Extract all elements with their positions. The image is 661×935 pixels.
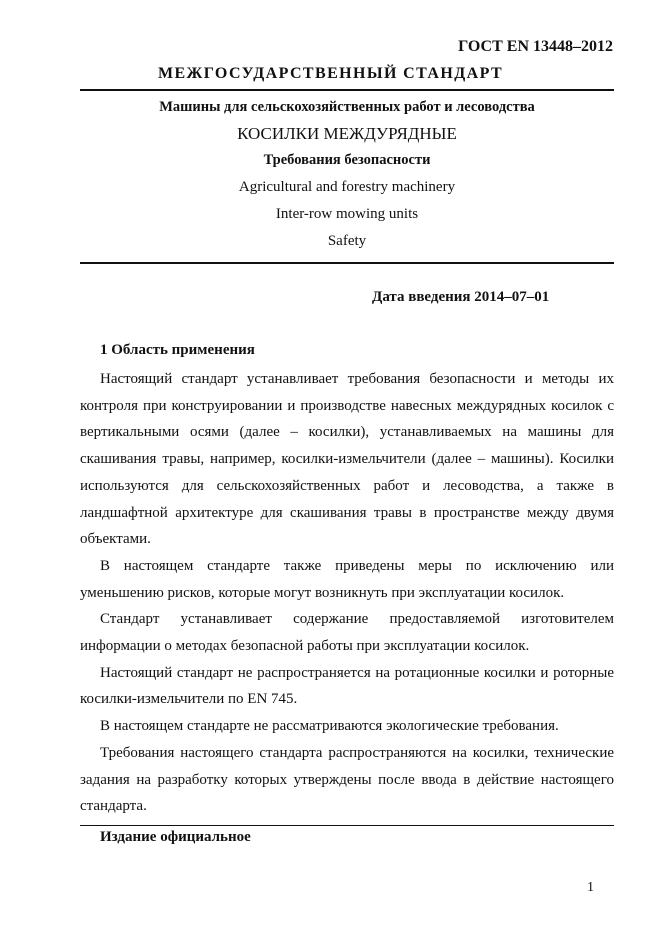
interstate-standard-heading: МЕЖГОСУДАРСТВЕННЫЙ СТАНДАРТ xyxy=(157,65,504,82)
document-code: ГОСТ EN 13448–2012 xyxy=(458,38,613,55)
title-name-en: Inter-row mowing units xyxy=(275,206,419,222)
paragraph: Требования настоящего стандарта распространяются на косилки, технические задания на разработку которых утверждены после ввода в действие настоящего стандарта. xyxy=(80,744,614,815)
paragraph: Стандарт устанавливает содержание предоставляемой изготовителем информации о методах безопасной работы при эксплуатации косилок. xyxy=(80,611,614,655)
paragraph: В настоящем стандарте не рассматриваются экологические требования. xyxy=(100,718,559,735)
section-body xyxy=(80,366,614,820)
paragraph: Настоящий стандарт не распространяется на ротационные косилки и роторные косилки-измельчители по EN 745. xyxy=(80,664,614,708)
official-edition-label: Издание официальное xyxy=(100,829,251,845)
title-subtitle-ru: Требования безопасности xyxy=(263,152,431,168)
title-divider xyxy=(80,262,614,264)
footer-divider xyxy=(80,825,614,826)
effective-date: Дата введения 2014–07–01 xyxy=(372,289,550,305)
header-divider xyxy=(80,89,614,91)
page-number: 1 xyxy=(587,880,594,895)
paragraph: В настоящем стандарте также приведены меры по исключению или уменьшению рисков, которые могут возникнуть при эксплуатации косилок. xyxy=(80,557,614,601)
title-name-ru: КОСИЛКИ МЕЖДУРЯДНЫЕ xyxy=(237,124,457,143)
title-subtitle-en: Safety xyxy=(327,233,367,249)
paragraph: Настоящий стандарт устанавливает требования безопасности и методы их контроля при конструировании и производстве навесных междурядных косилок с вертикальными осями (далее – косилки), устанавливаемых на машины для скашивания травы, например, косилки-измельчители (далее – машины). Косилки используются для сельскохозяйственных работ и лесоводства, а также в ландшафтной архитектуре для скашивания травы в пространстве между двумя объектами. xyxy=(80,371,614,548)
section-title: 1 Область применения xyxy=(100,342,255,358)
title-category-ru: Машины для сельскохозяйственных работ и лесоводства xyxy=(159,99,535,115)
title-category-en: Agricultural and forestry machinery xyxy=(238,179,456,195)
